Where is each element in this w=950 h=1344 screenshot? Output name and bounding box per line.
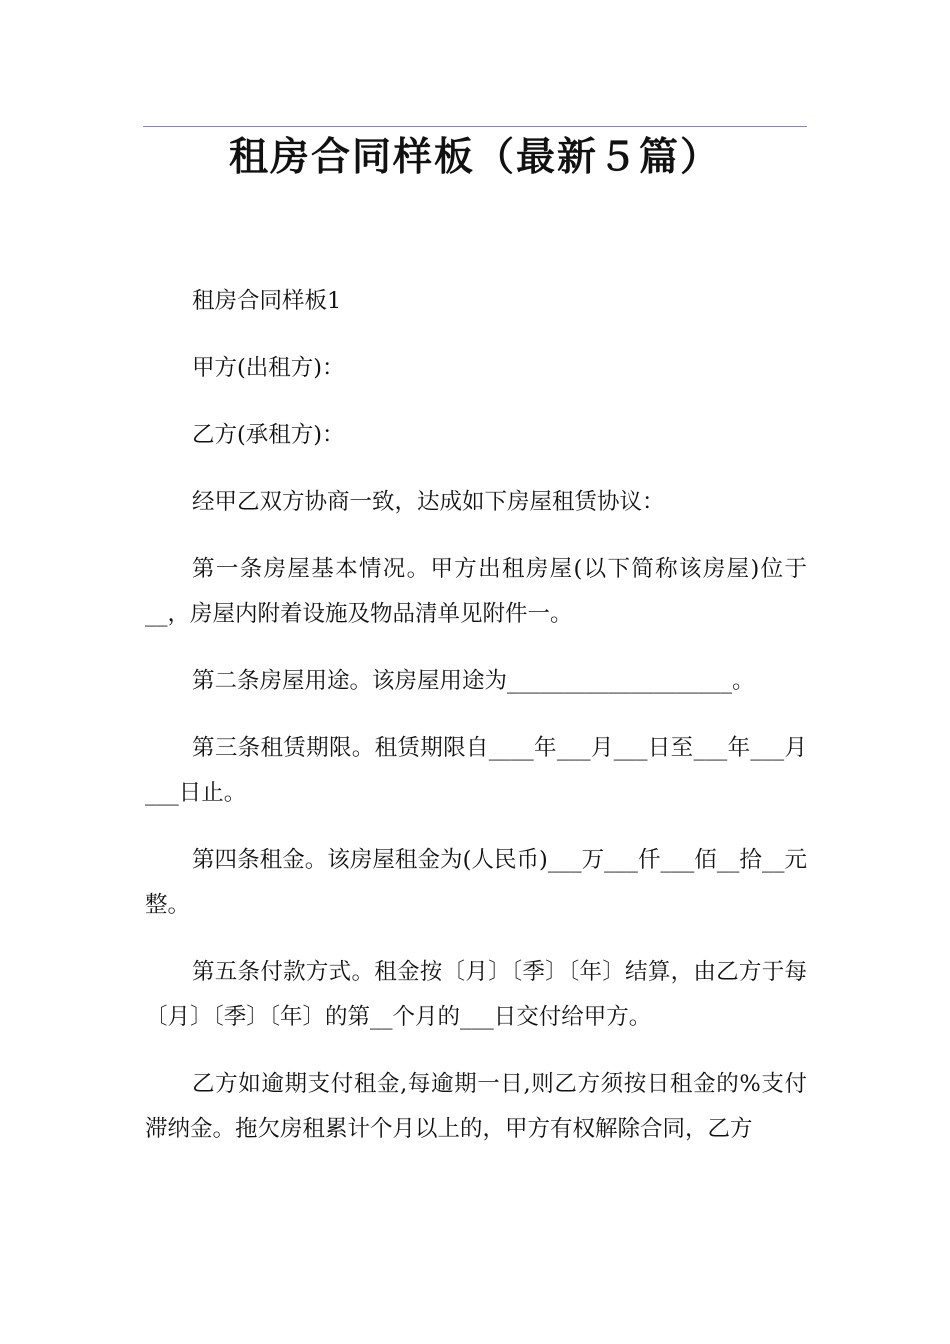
clause-3-term: 第三条租赁期限。租赁期限自____年___月___日至___年___月___日止。 [145, 735, 807, 806]
party-b-line: 乙方(承租方)： [192, 422, 345, 448]
clause-1-property: 第一条房屋基本情况。甲方出租房屋(以下简称该房屋)位于__，房屋内附着设施及物品清单见附件一。 [145, 556, 807, 627]
contract-heading: 租房合同样板1 [192, 288, 342, 314]
document-body [145, 279, 807, 1174]
agreement-intro: 经甲乙双方协商一致，达成如下房屋租赁协议： [192, 489, 665, 515]
clause-5-payment: 第五条付款方式。租金按〔月〕〔季〕〔年〕结算，由乙方于每〔月〕〔季〕〔年〕的第__个月的___日交付给甲方。 [145, 959, 807, 1030]
clause-4-rent: 第四条租金。该房屋租金为(人民币)___万___仟___佰__拾__元整。 [145, 847, 807, 918]
document-title: 租房合同样板（最新５篇） [228, 135, 721, 180]
header-rule [143, 126, 807, 127]
late-payment-paragraph: 乙方如逾期支付租金,每逾期一日,则乙方须按日租金的%支付滞纳金。拖欠房租累计个月以上的，甲方有权解除合同，乙方 [145, 1071, 807, 1142]
clause-2-usage: 第二条房屋用途。该房屋用途为____________________。 [192, 668, 755, 694]
party-a-line: 甲方(出租方)： [192, 355, 345, 381]
